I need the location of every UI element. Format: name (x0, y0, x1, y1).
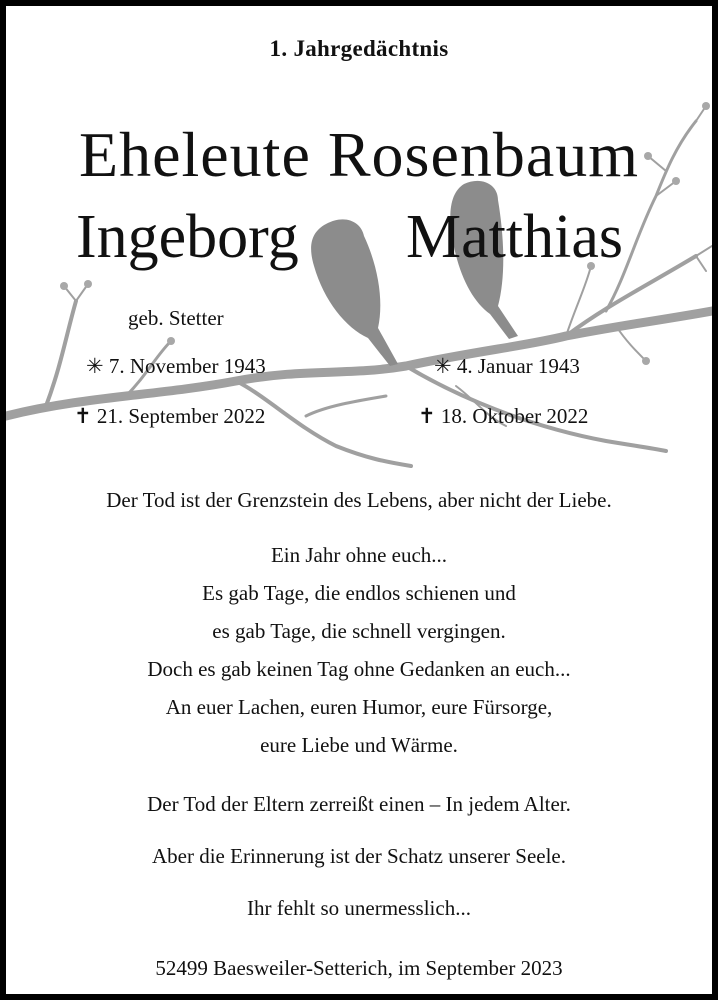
poem-line: Es gab Tage, die endlos schienen und (202, 581, 516, 605)
death-date-wife: ✝ 21. September 2022 (74, 404, 266, 428)
first-name-wife: Ingeborg (76, 203, 299, 271)
maiden-name: geb. Stetter (128, 306, 224, 330)
place-and-date: 52499 Baesweiler-Setterich, im September 2023 (155, 956, 563, 980)
closing-line-memory: Aber die Erinnerung ist der Schatz unserer Seele. (151, 844, 566, 868)
closing-line-missing: Ihr fehlt so unermesslich... (247, 896, 471, 920)
poem-line: Doch es gab keinen Tag ohne Gedanken an euch... (147, 657, 571, 681)
poem-line: Ein Jahr ohne euch... (270, 543, 448, 567)
poem-line: es gab Tage, die schnell vergingen. (212, 619, 506, 643)
birth-date-husband: ✳ 4. Januar 1943 (434, 354, 580, 378)
death-date-husband: ✝ 18. Oktober 2022 (418, 404, 589, 428)
birth-date-wife: ✳ 7. November 1943 (86, 354, 266, 378)
quote: Der Tod ist der Grenzstein des Lebens, aber nicht der Liebe. (106, 488, 612, 512)
first-name-husband: Matthias (406, 203, 623, 271)
poem (6, 536, 712, 764)
poem-line: eure Liebe und Wärme. (260, 733, 458, 757)
anniversary-heading: 1. Jahrgedächtnis (269, 36, 449, 61)
family-name: Eheleute Rosenbaum (78, 119, 640, 190)
closing-line-parents: Der Tod der Eltern zerreißt einen – In jedem Alter. (147, 792, 571, 816)
poem-line: An euer Lachen, euren Humor, eure Fürsorge, (165, 695, 553, 719)
